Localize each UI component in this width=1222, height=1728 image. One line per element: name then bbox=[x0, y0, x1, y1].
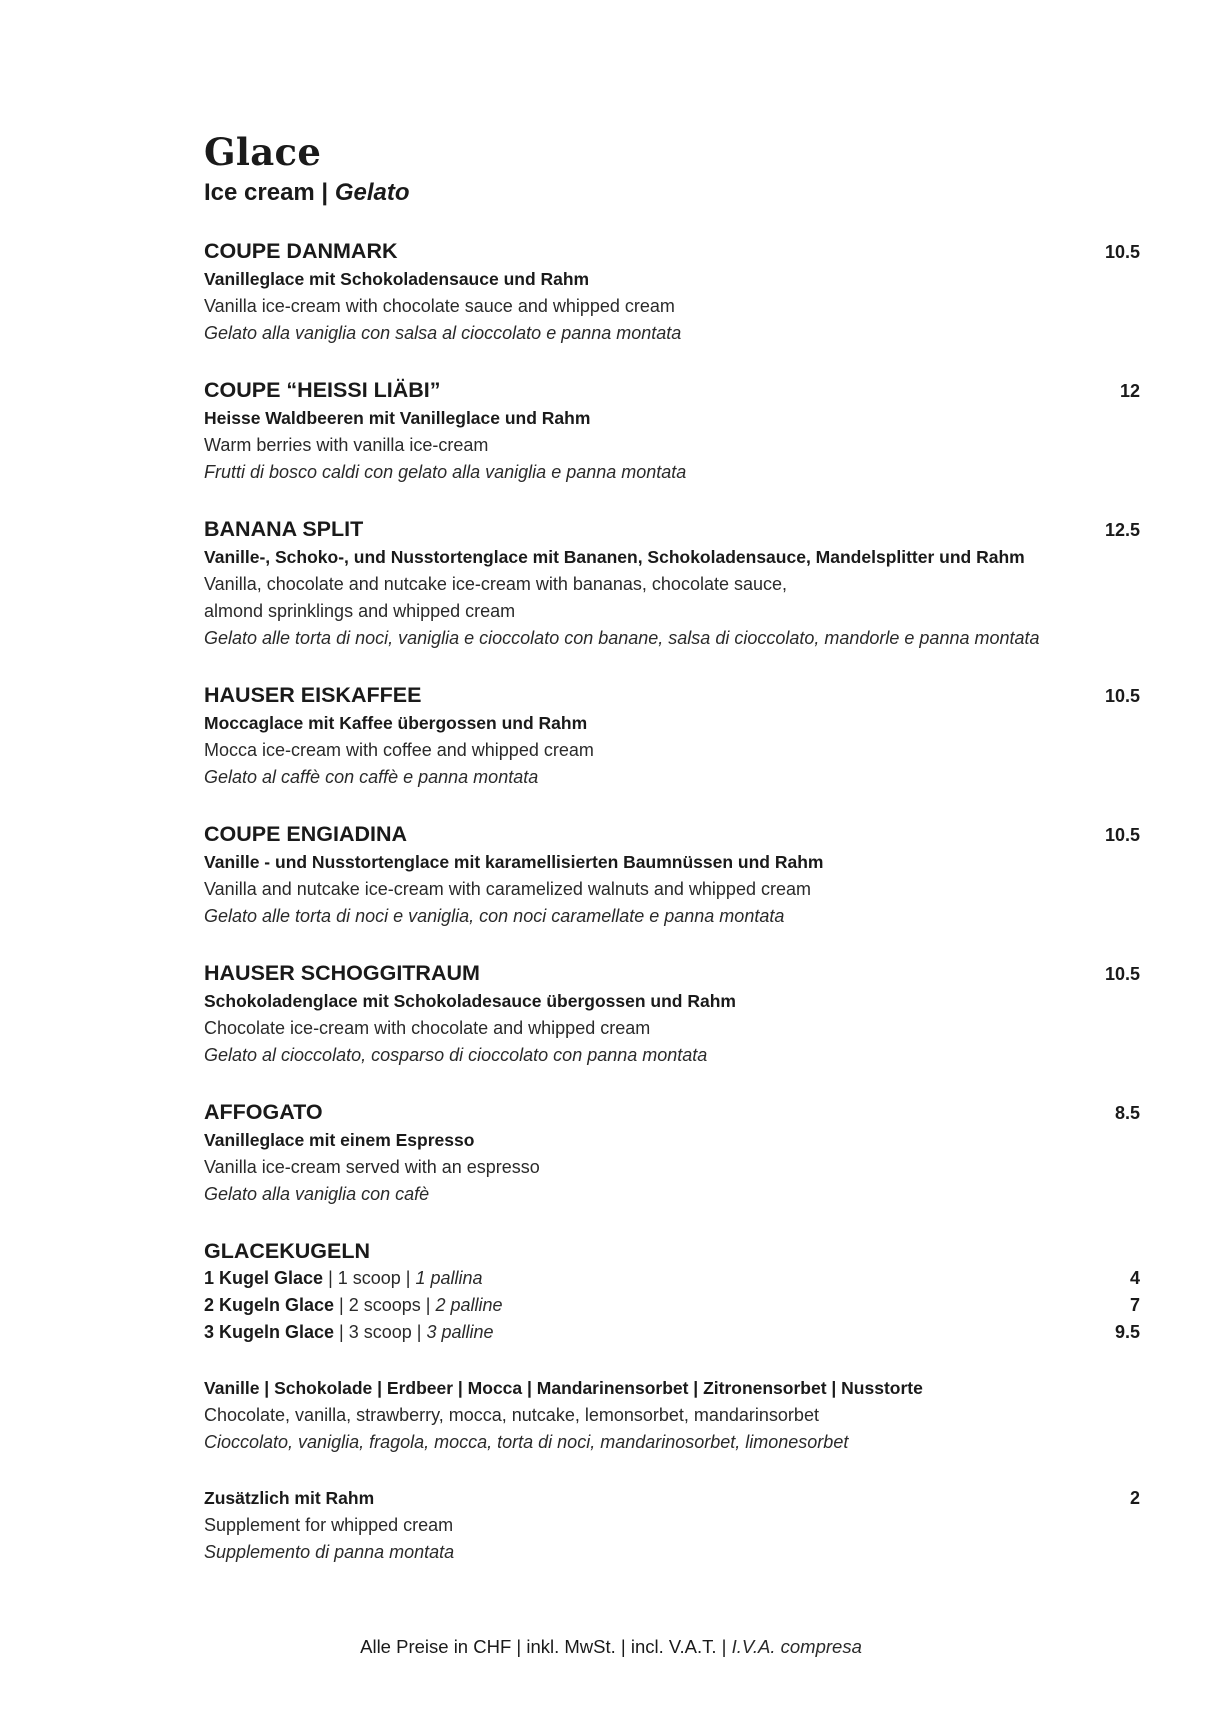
scoop-it: 1 pallina bbox=[415, 1268, 483, 1288]
menu-item bbox=[204, 376, 1140, 486]
item-description-en: Vanilla ice-cream served with an espresso bbox=[204, 1157, 540, 1177]
flavors-de: Vanille | Schokolade | Erdbeer | Mocca | Mandarinensorbet | Zitronensorbet | Nusstorte bbox=[204, 1378, 923, 1398]
supplement-price: 2 bbox=[1129, 1488, 1140, 1508]
item-name: COUPE DANMARK bbox=[204, 239, 398, 263]
item-description-de: Vanille-, Schoko-, und Nusstortenglace mit Bananen, Schokoladensauce, Mandelsplitter und Rahm bbox=[204, 547, 1025, 567]
item-name: BANANA SPLIT bbox=[204, 517, 364, 541]
menu-page bbox=[204, 130, 1140, 1595]
item-description-en: Vanilla ice-cream with chocolate sauce and whipped cream bbox=[204, 296, 675, 316]
subtitle-italic: Gelato bbox=[334, 179, 410, 206]
item-description-en: Vanilla, chocolate and nutcake ice-cream with bananas, chocolate sauce, bbox=[204, 574, 788, 594]
menu-item bbox=[204, 681, 1140, 791]
scoop-separator: | bbox=[420, 1295, 436, 1315]
item-description-en: Chocolate ice-cream with chocolate and whipped cream bbox=[204, 1018, 651, 1038]
scoop-it: 2 palline bbox=[435, 1295, 503, 1315]
item-price: 8.5 bbox=[1114, 1103, 1140, 1123]
item-description-en: Warm berries with vanilla ice-cream bbox=[204, 435, 489, 455]
item-price: 10.5 bbox=[1104, 242, 1140, 262]
menu-list bbox=[204, 237, 1140, 1566]
scoop-en: 1 scoop bbox=[337, 1268, 401, 1288]
item-price: 10.5 bbox=[1104, 686, 1140, 706]
menu-item-supplement bbox=[204, 1484, 1140, 1566]
subtitle-main: Ice cream | bbox=[204, 179, 335, 206]
item-name: GLACEKUGELN bbox=[204, 1239, 371, 1263]
scoop-en: 3 scoop bbox=[348, 1322, 412, 1342]
item-description-it: Gelato al caffè con caffè e panna montata bbox=[204, 767, 539, 787]
scoop-price: 7 bbox=[1129, 1295, 1140, 1315]
menu-item bbox=[204, 515, 1140, 652]
page-title: Glace bbox=[204, 130, 322, 174]
scoop-price: 9.5 bbox=[1114, 1322, 1140, 1342]
flavors-en: Chocolate, vanilla, strawberry, mocca, nutcake, lemonsorbet, mandarinsorbet bbox=[204, 1405, 819, 1425]
item-description-it: Gelato al cioccolato, cosparso di cioccolato con panna montata bbox=[204, 1045, 708, 1065]
scoop-separator: | bbox=[334, 1295, 349, 1315]
flavors-it: Cioccolato, vaniglia, fragola, mocca, torta di noci, mandarinosorbet, limonesorbet bbox=[204, 1432, 849, 1452]
item-price: 12.5 bbox=[1104, 520, 1140, 540]
menu-item bbox=[204, 820, 1140, 930]
item-description-en: Mocca ice-cream with coffee and whipped cream bbox=[204, 740, 594, 760]
item-description-it: Frutti di bosco caldi con gelato alla vaniglia e panna montata bbox=[204, 462, 687, 482]
item-description-de: Schokoladenglace mit Schokoladesauce übergossen und Rahm bbox=[204, 991, 736, 1011]
scoop-de: 2 Kugeln Glace bbox=[204, 1295, 335, 1315]
item-description-it: Gelato alla vaniglia con cafè bbox=[204, 1184, 430, 1204]
page-subtitle bbox=[204, 176, 1140, 210]
item-description-de: Heisse Waldbeeren mit Vanilleglace und Rahm bbox=[204, 408, 591, 428]
footer-main: Alle Preise in CHF | inkl. MwSt. | incl. V.A.T. | bbox=[360, 1636, 732, 1657]
item-name: COUPE ENGIADINA bbox=[204, 822, 408, 846]
scoop-separator: | bbox=[334, 1322, 349, 1342]
scoop-row bbox=[204, 1265, 1140, 1292]
menu-item-glacekugeln bbox=[204, 1237, 1140, 1346]
item-price: 12 bbox=[1119, 381, 1140, 401]
scoop-separator: | bbox=[323, 1268, 338, 1288]
menu-item bbox=[204, 1098, 1140, 1208]
supplement-it: Supplemento di panna montata bbox=[204, 1542, 455, 1562]
item-description-it: Gelato alle torta di noci, vaniglia e cioccolato con banane, salsa di cioccolato, mandorle e panna montata bbox=[204, 628, 1040, 648]
scoop-de: 3 Kugeln Glace bbox=[204, 1322, 335, 1342]
item-description-it: Gelato alla vaniglia con salsa al cioccolato e panna montata bbox=[204, 323, 682, 343]
menu-item bbox=[204, 959, 1140, 1069]
footer-italic: I.V.A. compresa bbox=[731, 1636, 862, 1657]
item-description-de: Vanilleglace mit einem Espresso bbox=[204, 1130, 475, 1150]
item-description-de: Vanilleglace mit Schokoladensauce und Rahm bbox=[204, 269, 590, 289]
item-price: 10.5 bbox=[1104, 825, 1140, 845]
scoop-en: 2 scoops bbox=[348, 1295, 421, 1315]
scoop-it: 3 palline bbox=[426, 1322, 494, 1342]
supplement-de: Zusätzlich mit Rahm bbox=[204, 1488, 375, 1508]
item-price: 10.5 bbox=[1104, 964, 1140, 984]
flavors-list bbox=[204, 1375, 1140, 1456]
item-description-de: Vanille - und Nusstortenglace mit karamellisierten Baumnüssen und Rahm bbox=[204, 852, 824, 872]
item-name: HAUSER EISKAFFEE bbox=[204, 683, 422, 707]
item-name: AFFOGATO bbox=[204, 1100, 323, 1124]
item-description-en: Vanilla and nutcake ice-cream with caramelized walnuts and whipped cream bbox=[204, 879, 811, 899]
item-name: COUPE “HEISSI LIÄBI” bbox=[204, 378, 441, 402]
scoop-separator: | bbox=[411, 1322, 427, 1342]
supplement-en: Supplement for whipped cream bbox=[204, 1515, 454, 1535]
scoop-de: 1 Kugel Glace bbox=[204, 1268, 324, 1288]
item-name: HAUSER SCHOGGITRAUM bbox=[204, 961, 480, 985]
menu-item bbox=[204, 237, 1140, 347]
item-description-de: Moccaglace mit Kaffee übergossen und Rahm bbox=[204, 713, 588, 733]
scoop-price: 4 bbox=[1129, 1268, 1140, 1288]
scoop-row bbox=[204, 1292, 1140, 1319]
scoop-separator: | bbox=[400, 1268, 416, 1288]
item-description-en: almond sprinklings and whipped cream bbox=[204, 601, 516, 621]
footer-note bbox=[0, 1636, 1222, 1658]
scoop-row bbox=[204, 1319, 1140, 1346]
item-description-it: Gelato alle torta di noci e vaniglia, con noci caramellate e panna montata bbox=[204, 906, 785, 926]
